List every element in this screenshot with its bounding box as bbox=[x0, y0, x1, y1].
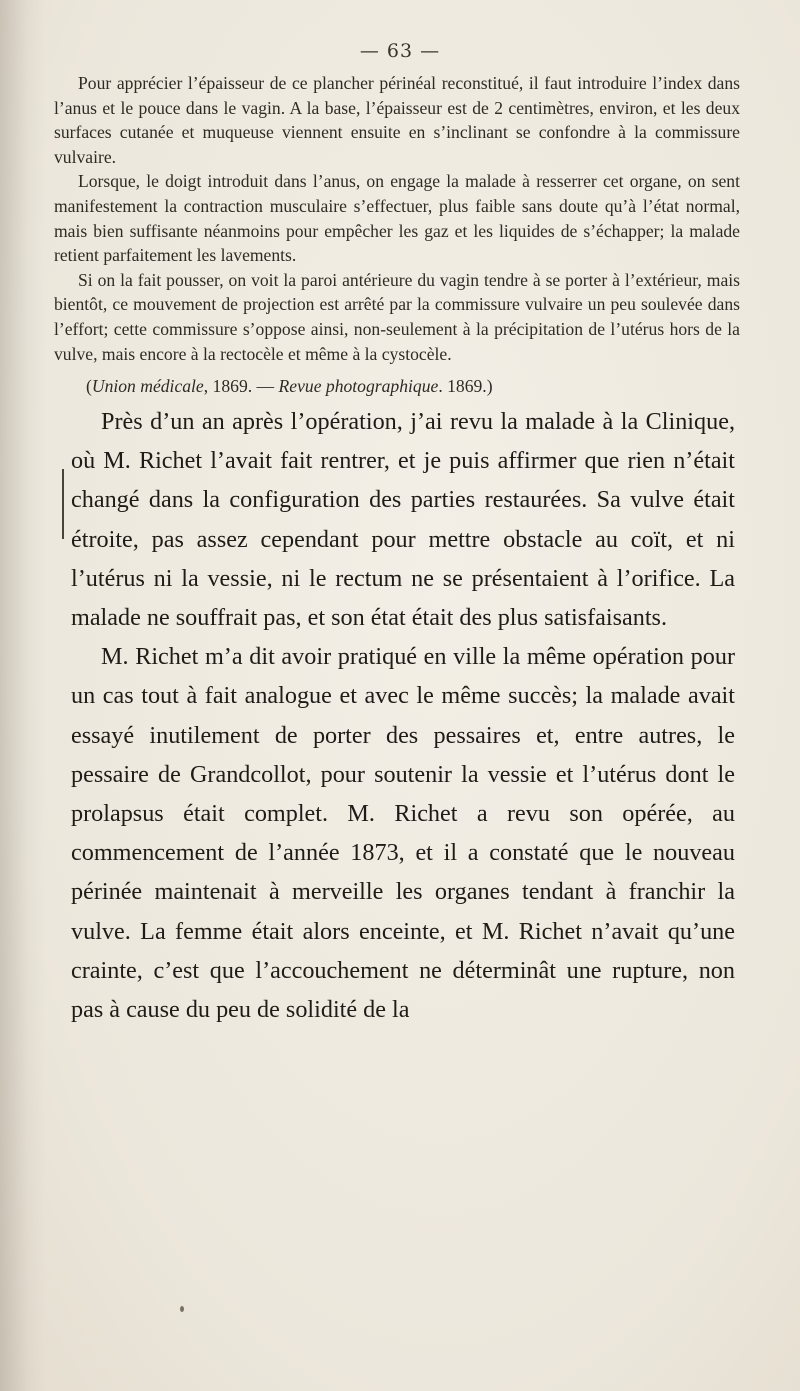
quoted-excerpt bbox=[54, 71, 740, 399]
quote-paragraph-3: Si on la fait pousser, on voit la paroi antérieure du vagin tendre à se porter à l’extérieur, mais bientôt, ce mouvement de projection est arrêté par la commissure vulvaire un peu soulevée dans l’effort; cette commissure s’oppose ainsi, non-seulement à la précipitation de l’utérus hors de la vulve, mais encore à la rectocèle et même à la cystocèle. bbox=[54, 269, 740, 364]
main-text bbox=[71, 402, 735, 1029]
source-year-1: , 1869. — bbox=[203, 376, 279, 397]
quote-source bbox=[54, 374, 740, 399]
quote-paragraph-2: Lorsque, le doigt introduit dans l’anus, on engage la malade à resserrer cet organe, on sent manifestement la contraction musculaire s’effectuer, plus faible sans doute qu’à l’état normal, mais bien suffisante néanmoins pour empêcher les gaz et les liquides de s’échapper; la malade retient parfaitement les lavements. bbox=[54, 171, 740, 266]
source-close-paren: ) bbox=[486, 376, 493, 397]
margin-mark bbox=[62, 469, 64, 539]
source-open-paren: ( bbox=[86, 376, 92, 397]
quote-paragraph-1: Pour apprécier l’épaisseur de ce plancher périnéal reconstitué, il faut introduire l’index dans l’anus et le pouce dans le vagin. A la base, l’épaisseur est de 2 centimètres, environ, et les deux surfaces cutanée et muqueuse viennent ensuite en s’inclinant se confondre à la commissure vulvaire. bbox=[54, 73, 740, 167]
binding-shadow bbox=[0, 0, 46, 1391]
paper-speck bbox=[180, 1306, 184, 1312]
main-paragraph-1: Près d’un an après l’opération, j’ai revu la malade à la Clinique, où M. Richet l’avait fait rentrer, et je puis affirmer que rien n’était changé dans la configuration des parties restaurées. Sa vulve était étroite, pas assez cependant pour mettre obstacle au coït, et ni l’utérus ni la vessie, ni le rectum ne se présentaient à l’orifice. La malade ne souffrait pas, et son état était des plus satisfaisants. bbox=[71, 408, 735, 632]
page-number: — 63 — bbox=[359, 40, 441, 62]
source-journal-1: Union médicale bbox=[91, 376, 204, 397]
main-paragraph-2: M. Richet m’a dit avoir pratiqué en ville la même opération pour un cas tout à fait analogue et avec le même succès; la malade avait essayé inutilement de porter des pessaires et, entre autres, le pessaire de Grandcollot, pour soutenir la vessie et l’utérus dont le prolapsus était complet. M. Richet a revu son opérée, au commencement de l’année 1873, et il a constaté que le nouveau périnée maintenait à merveille les organes tendant à franchir la vulve. La femme était alors enceinte, et M. Richet n’avait qu’une crainte, c’est que l’accouchement ne déterminât une rupture, non pas à cause du peu de solidité de la bbox=[71, 643, 735, 1024]
source-year-2: . 1869. bbox=[438, 376, 487, 397]
source-journal-2: Revue photographique bbox=[278, 376, 439, 397]
